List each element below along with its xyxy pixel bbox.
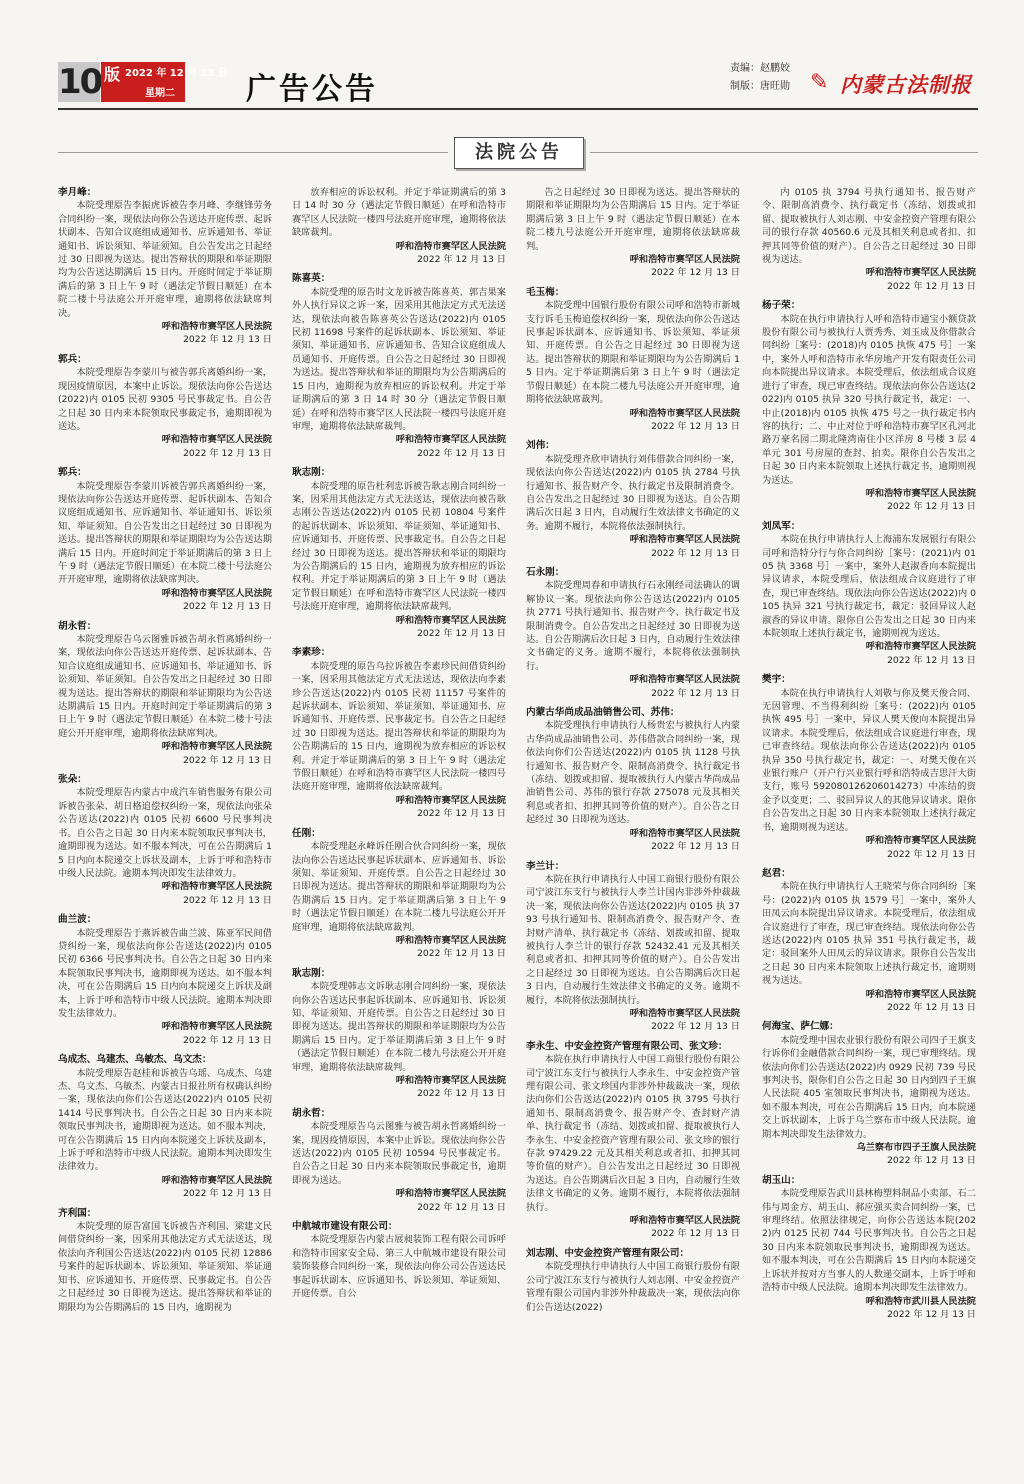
notice-date: 2022 年 12 月 13 日 (417, 447, 506, 459)
editor-credits (730, 60, 790, 96)
court-notice (292, 1220, 506, 1300)
notice-date: 2022 年 12 月 13 日 (887, 848, 976, 860)
notice-addressee: 赵君： (762, 867, 791, 879)
court-notice (58, 466, 272, 613)
notice-date: 2022 年 12 月 13 日 (651, 1228, 740, 1240)
notice-court: 呼和浩特市赛罕区人民法院 (161, 1174, 272, 1186)
court-notice (58, 773, 272, 907)
notice-date: 2022 年 12 月 13 日 (887, 1308, 976, 1320)
notice-addressee: 刘伟： (526, 440, 555, 452)
court-notice (526, 860, 740, 1034)
notice-date: 2022 年 12 月 13 日 (417, 1088, 506, 1100)
notice-date: 2022 年 12 月 13 日 (887, 280, 976, 292)
notice-court: 呼和浩特市赛罕区人民法院 (629, 674, 740, 686)
page-label: 版 (104, 65, 121, 84)
notice-date: 2022 年 12 月 13 日 (417, 808, 506, 820)
court-notice (58, 1053, 272, 1200)
notice-addressee: 李月峰： (58, 187, 97, 198)
notice-court: 呼和浩特市赛罕区人民法院 (395, 434, 506, 446)
notice-body: 本院受理原告李蒙川诉被告郭兵离婚纠纷一案，现依法向你公告送达开庭传票、起诉状副本、告知合议庭组成通知书、应诉通知书、举证通知书、诉讼须知、举证须知。自公告发出之日起经过 30 日即视为送达。提出答辩状的期限和举证期限均为公告送达期满后 15 日内。开庭时间定于举证期满后的第 3 日上午 9 时（遇法定节假日顺延）在本院二楼十号法庭公开开庭审理，逾期将依法缺席判决。 (58, 480, 272, 586)
notice-date: 2022 年 12 月 13 日 (183, 334, 272, 346)
notice-body: 本院受理原告内蒙古中成汽车销售服务有限公司诉被告张朵、胡日格追偿权纠纷一案，现依法向张朵公告送达(2022)内 0105 民初 6600 号民事判决书。自公告之日起 30 日内来本院领取民事判决书，逾期即视为送达。如不服本判决，可在公告期满后 15 日内向本院递交上诉状及副本，上诉于呼和浩特市中级人民法院。逾期本判决即发生法律效力。 (58, 787, 272, 879)
notice-date: 2022 年 12 月 13 日 (887, 1001, 976, 1013)
notice-date: 2022 年 12 月 13 日 (651, 1021, 740, 1033)
newspaper-logo (810, 62, 980, 102)
issue-weekday: 星期二 (145, 88, 175, 99)
notice-addressee: 刘志刚、中安金控资产管理有限公司： (526, 1247, 690, 1259)
notice-body: 本院在执行申请执行人上海浦东发展银行有限公司呼和浩特分行与你合同纠纷［案号：(2021)内 0105 执 3368 号］一案中，案外人赵淑香向本院提出异议请求，本院受理后，依法组成合议庭进行了审查，现已审查终结。现依法向你公告送达(2022)内 0105 执异 321 号执行裁定书，裁定：驳回异议人赵淑香的异议申请。限你自公告发出之日起 30 日内来本院领取上述执行裁定书，逾期则视为送达。 (762, 534, 976, 639)
court-notice (762, 299, 976, 514)
notice-addressee: 胡永哲： (292, 1107, 331, 1119)
notice-date: 2022 年 12 月 13 日 (417, 1201, 506, 1213)
notice-date: 2022 年 12 月 13 日 (651, 547, 740, 559)
notice-body: 本院在执行申请执行人中国工商银行股份有限公司宁波江东支行与被执行人李兰计国内非涉外仲裁裁决一案，现依法向你公告送达(2022)内 0105 执 3793 号执行通知书、限制高消费令、报告财产令、查封财产清单、执行裁定书（冻结、划拨或扣留、提取被执行人李兰计的银行存款 52432.41 元及其相关利息或者扣、扣押其同等价值的财产）。自公告发出之日起经过 30 日即视为送达。自公告期满后次日起 3 日内，自动履行生效法律文书确定的义务。逾期不履行，本院将依法强制执行。 (526, 873, 740, 1006)
notice-date: 2022 年 12 月 13 日 (887, 1155, 976, 1167)
notice-date: 2022 年 12 月 13 日 (183, 1034, 272, 1046)
notice-court: 呼和浩特市赛罕区人民法院 (629, 534, 740, 546)
court-notice (526, 286, 740, 433)
notice-court: 呼和浩特市赛罕区人民法院 (865, 988, 976, 1000)
notice-body: 本院受理原告赵桂和诉被告乌瑶、乌成杰、乌建杰、乌文杰、乌敏杰、内蒙古日报社所有权确认纠纷一案，现依法向你们公告送达(2022)内 0105 民初 1414 号民事判决书。自公告之日起 30 日内来本院领取民事判决书，逾期即视为送达。如不服本判决，可在公告期满后 15 日内向本院递交上诉状及副本，上诉于呼和浩特市中级人民法院。逾期本判决即发生法律效力。 (58, 1067, 272, 1173)
notice-court: 呼和浩特市赛罕区人民法院 (395, 240, 506, 252)
notice-date: 2022 年 12 月 13 日 (183, 754, 272, 766)
court-notice (762, 673, 976, 861)
notice-body: 本院受理赵永峰诉任刚合伙合同纠纷一案，现依法向你公告送达民事起诉状副本、应诉通知书、诉讼须知、举证须知、开庭传票。自公告之日起经过 30 日即视为送达。提出答辩状的期限和举证期限均为公告期满后 15 日内。定于举证期满后第 3 日上午 9 时（遇法定节假日顺延）在本院二楼九号法庭公开开庭审理，逾期将依法缺席裁判。 (292, 841, 506, 933)
notice-addressee: 郭兵： (58, 467, 87, 479)
notice-addressee: 齐利国： (58, 1207, 97, 1219)
notice-court: 呼和浩特市赛罕区人民法院 (629, 1215, 740, 1227)
notice-column-3 (526, 186, 740, 1320)
notice-date: 2022 年 12 月 13 日 (183, 447, 272, 459)
notice-body: 告之日起经过 30 日即视为送达。提出答辩状的期限和举证期限均为公告期满后 15 日内。定于举证期满后第 3 日上午 9 时（遇法定节假日顺延）在本院二楼九号法庭公开开庭审理，逾期将依法缺席裁判。 (526, 187, 740, 252)
notice-body: 本院受理中国农业银行股份有限公司四子王旗支行诉你们金融借款合同纠纷一案，现已审理终结。现依法向你们公告送达(2022)内 0929 民初 739 号民事判决书，限你们自公告之日起 30 日内到四子王旗人民法院 405 室领取民事判决书，逾期视为送达。如不服本判决，可在公告期满后 15 日内，向本院递交上诉状副本，上诉于乌兰察布市中级人民法院。逾期本判决即发生法律效力。 (762, 1034, 976, 1140)
court-notice (292, 827, 506, 961)
notice-addressee: 石永刚： (526, 566, 565, 578)
notice-addressee: 郭兵： (58, 353, 87, 365)
notice-date: 2022 年 12 月 13 日 (417, 628, 506, 639)
notice-court: 呼和浩特市赛罕区人民法院 (395, 934, 506, 946)
section-title: 广告公告 (246, 72, 378, 107)
notice-court: 呼和浩特市赛罕区人民法院 (395, 614, 506, 626)
notice-body: 本院受理韩志文诉耿志刚合同纠纷一案，现依法向你公告送达民事起诉状副本、应诉通知书、诉讼须知、举证须知、开庭传票。自公告之日起经过 30 日即视为送达。提出答辩状的期限和举证期限均为公告期满后 15 日内。定于举证期满后第 3 日上午 9 时（遇法定节假日顺延）在本院二楼九号法庭公开开庭审理，逾期将依法缺席裁判。 (292, 981, 506, 1073)
notice-body: 本院受理周春和申请执行石永刚经司法确认的调解协议一案。现依法向你公告送达(2022)内 0105 执 2771 号执行通知书、报告财产令、执行裁定书及限制消费令。自公告发出之日起经过 30 日即视为送达。自公告期满后次日起 3 日内，自动履行生效法律文书确定的义务。逾期不履行，本院将依法强制执行。 (526, 580, 740, 672)
editor-credit: 责编：赵鹏姣 (730, 63, 790, 74)
notice-body: 本院受理齐欣申请执行刘伟借款合同纠纷一案，现依法向你公告送达(2022)内 0105 执 2784 号执行通知书、报告财产令、执行裁定书及限制消费令。自公告发出之日起经过 30 日即视为送达。自公告期满后次日起 3 日内，自动履行生效法律文书确定的义务。逾期不履行，本院将依法强制执行。 (526, 453, 740, 532)
issue-date: 2022 年 12 月 13 日 (125, 68, 229, 79)
page-date-banner (101, 62, 229, 102)
notice-body: 本院在执行申请执行人中国工商银行股份有限公司宁波江东支行与被执行人李永生、中安金控资产管理有限公司、张文珍国内非涉外仲裁裁决一案，现依法向你们公告送达(2022)内 0105 执 3795 号执行通知书、限制高消费令、报告财产令、查封财产清单、执行裁定书（冻结、划拨或扣留、提取被执行人李永生、中安金控资产管理有限公司、张文珍的银行存款 97429.22 元及其相关利息或者扣、扣押其同等价值的财产）。自公告发出之日起经过 30 日即视为送达。自公告期满后次日起 3 日内，自动履行生效法律文书确定的义务。逾期不履行，本院将依法强制执行。 (526, 1054, 740, 1213)
court-notice (292, 272, 506, 460)
court-notice (762, 520, 976, 667)
notice-addressee: 樊宇： (762, 674, 791, 686)
notice-court: 呼和浩特市赛罕区人民法院 (629, 254, 740, 266)
notice-addressee: 刘凤军： (762, 520, 801, 532)
court-notice (292, 646, 506, 820)
notice-body: 本院受理原告乌云图雅诉被告胡永哲离婚纠纷一案，现依法向你公告送达开庭传票、起诉状副本、告知合议庭组成通知书、应诉通知书、举证通知书、诉讼须知、举证须知。自公告发出之日起经过 30 日即视为送达。提出答辩状的期限和举证期限均为公告送达期满后 15 日内。开庭时间定于举证期满后的第 3 日上午 9 时（遇法定节假日顺延）在本院二楼十号法庭公开开庭审理，逾期将依法缺席判决。 (58, 634, 272, 739)
court-notice (58, 913, 272, 1047)
court-notice (292, 967, 506, 1101)
notice-court: 呼和浩特市赛罕区人民法院 (629, 1007, 740, 1019)
notice-addressee: 耿志刚： (292, 967, 331, 979)
court-notice (292, 1107, 506, 1214)
notice-court: 乌兰察布市四子王旗人民法院 (856, 1142, 976, 1154)
notice-body: 本院受理原告李蒙川与被告郭兵离婚纠纷一案，现因疫情原因，本案中止诉讼。现依法向你公告送达(2022)内 0105 民初 9305 号民事裁定书。自公告之日起 30 日内来本院领取民事裁定书，逾期即视为送达。 (58, 367, 272, 432)
notice-body: 本院受理原告内蒙古展昶装饰工程有限公司诉呼和浩特市国家安全局、第三人中航城市建设有限公司装饰装修合同纠纷一案，现依法向你公司公告送达民事起诉状副本、应诉通知书、诉讼须知、举证须知、开庭传票。自公 (292, 1234, 506, 1300)
notice-body: 内 0105 执 3794 号执行通知书、报告财产令、限制高消费令、执行裁定书（冻结、划拨或扣留、提取被执行人刘志刚、中安金控资产管理有限公司的银行存款 40560.6 元及其相关利息或者扣、扣押其同等价值的财产）。自公告之日起经过 30 日即视为送达。 (762, 187, 976, 266)
notice-court: 呼和浩特市赛罕区人民法院 (395, 1188, 506, 1200)
notice-body: 本院受理原告李振虎诉被告李月峰、李继锋劳务合同纠纷一案，现依法向你公告送达开庭传票、起诉状副本、告知合议庭组成通知书、应诉通知书、举证通知书、诉讼须知、举证须知。自公告发出之日起经过 30 日即视为送达。提出答辩状的期限和举证期限均为公告送达期满后 15 日内。开庭时间定于举证期满后的第 3 日上午 9 时（遇法定节假日顺延）在本院二楼十号法庭公开开庭审理，逾期将依法缺席判决。 (58, 200, 272, 319)
notice-court: 呼和浩特市赛罕区人民法院 (161, 434, 272, 446)
notice-date: 2022 年 12 月 13 日 (183, 894, 272, 906)
section-rule-right (590, 152, 978, 153)
court-notice (292, 466, 506, 640)
notice-body: 本院在执行申请执行人刘敬与你及樊天俊合同、无因管理、不当得利纠纷［案号：(2022)内 0105 执恢 495 号］一案中，异议人樊天俊向本院提出异议请求。本院受理后，依法组成合议庭进行审查，现已审查终结。现依法向你公告送达(2022)内 0105 执异 350 号执行裁定书，裁定：一、对樊天俊在兴业银行账户（开户行兴业银行呼和浩特成吉思汗大街支行，账号 592080126206014273）中冻结的资金予以变更；二、驳回异议人的其他异议请求。限你自公告发出之日起 30 日内来本院领取上述执行裁定书，逾期则视为送达。 (762, 687, 976, 833)
notice-court: 呼和浩特市赛罕区人民法院 (395, 794, 506, 806)
notice-court: 呼和浩特市赛罕区人民法院 (865, 487, 976, 499)
notice-addressee: 毛玉梅： (526, 286, 565, 298)
notice-body: 本院受理中国银行股份有限公司呼和浩特市新城支行诉毛玉梅追偿权纠纷一案，现依法向你公告送达民事起诉状副本、应诉通知书、诉讼须知、举证须知、开庭传票。自公告之日起经过 30 日即视为送达。提出答辩状的期限和举证期限均为公告期满后 15 日内。定于举证期满后第 3 日上午 9 时（遇法定节假日顺延）在本院二楼九号法庭公开开庭审理，逾期将依法缺席裁判。 (526, 300, 740, 406)
court-notice (762, 867, 976, 1014)
newspaper-name: 内蒙古法制报 (840, 72, 972, 97)
notice-date: 2022 年 12 月 13 日 (417, 254, 506, 266)
masthead-divider (58, 108, 978, 110)
notice-addressee: 耿志刚： (292, 467, 331, 479)
notice-court: 呼和浩特市赛罕区人民法院 (395, 1075, 506, 1086)
section-header: 法院公告 (454, 137, 584, 169)
notice-body: 本院受理的原告时文龙诉被告陈喜英、郭吉果案外人执行异议之诉一案，因采用其他法定方式无法送达，现依法向被告陈喜英公告送达(2022)内 0105 民初 11698 号案件的起诉状副本、诉讼须知、举证须知、举证通知书、应诉通知书、告知合议庭组成人员通知书、开庭传票。自公告之日起经过 30 日即视为送达。提出答辩状和举证的期限均为公告期满后的 15 日内，逾期视为放弃相应的诉讼权利。并定于举证期满后的第 3 日 14 时 30 分（遇法定节假日顺延）在呼和浩特市赛罕区人民法院一楼四号法庭开庭审理，逾期将依法缺席裁判。 (292, 286, 506, 432)
notice-column-2 (292, 186, 506, 1307)
notice-court: 呼和浩特市赛罕区人民法院 (161, 741, 272, 753)
notice-column-1 (58, 186, 272, 1320)
notice-addressee: 杨子荣： (762, 300, 801, 312)
notice-addressee: 胡玉山： (762, 1174, 801, 1186)
notice-date: 2022 年 12 月 13 日 (887, 654, 976, 666)
court-notice (526, 1040, 740, 1241)
court-notice (762, 1174, 976, 1321)
notice-court: 呼和浩特市赛罕区人民法院 (865, 641, 976, 653)
notice-court: 呼和浩特市赛罕区人民法院 (865, 835, 976, 847)
notice-addressee: 张朵： (58, 774, 87, 786)
court-notice (526, 1247, 740, 1314)
notice-body: 放弃相应的诉讼权利。并定于举证期满后的第 3 日 14 时 30 分（遇法定节假日顺延）在呼和浩特市赛罕区人民法院一楼四号法庭开庭审理，逾期将依法缺席裁判。 (292, 187, 506, 239)
notice-court: 呼和浩特市赛罕区人民法院 (629, 827, 740, 839)
logo-swoosh-icon: ✎ (810, 70, 829, 95)
notice-addressee: 陈喜英： (292, 273, 331, 285)
notice-body: 本院受理的原告杜利忠诉被告耿志刚合同纠纷一案，因采用其他法定方式无法送达，现依法向被告耿志刚公告送达(2022)内 0105 民初 10804 号案件的起诉状副本、诉讼须知、举证须知、举证通知书、应诉通知书、开庭传票、民事裁定书。自公告之日起经过 30 日即视为送达。提出答辩状和举证的期限均为公告期满后的 15 日内，逾期视为放弃相应的诉讼权利。并定于举证期满后的第 3 日上午 9 时（遇法定节假日顺延）在呼和浩特市赛罕区人民法院一楼四号法庭开庭审理，逾期将依法缺席裁判。 (292, 480, 506, 613)
notice-body: 本院受理的原告乌拉诉被告李素珍民间借贷纠纷一案，因采用其他法定方式无法送达，现依法向李素珍公告送达(2022)内 0105 民初 11157 号案件的起诉状副本、诉讼须知、举证须知、举证通知书、应诉通知书、开庭传票、民事裁定书。自公告之日起经过 30 日即视为送达。提出答辩状和举证的期限均为公告期满后的 15 日内，逾期视为放弃相应的诉讼权利。并定于举证期满后的第 3 日上午 9 时（遇法定节假日顺延）在呼和浩特市赛罕区人民法院一楼四号法庭开庭审理，逾期将依法缺席裁判。 (292, 660, 506, 793)
notice-addressee: 乌成杰、乌建杰、乌敏杰、乌文杰： (58, 1054, 212, 1066)
notice-court: 呼和浩特市赛罕区人民法院 (865, 267, 976, 279)
notice-addressee: 中航城市建设有限公司： (292, 1221, 398, 1233)
court-notice (58, 620, 272, 767)
notice-body: 本院在执行申请执行人呼和浩特市通宝小额贷款股份有限公司与被执行人贾秀秀、刘玉成及你借款合同纠纷［案号：(2018)内 0105 执恢 475 号］一案中，案外人呼和浩特市永华房地产开发有限责任公司向本院提出异议请求。本院受理后，依法组成合议庭进行了审查，现已审查终结。现依法向你公告送达(2022)内 0105 执异 320 号执行裁定书，裁定：一、中止(2018)内 0105 执恢 475 号之一执行裁定书内容的执行；二、中止对位于呼和浩特市赛罕区孔河北路万豪名园二期北隆湾南住小区洋房 8 号楼 3 层 4 单元 301 号房屋的查封、拍卖。限你自公告发出之日起 30 日内来本院领取上述执行裁定书，逾期则视为送达。 (762, 313, 976, 486)
notice-body: 本院受理执行申请执行人杨贵宏与被执行人内蒙古华尚成品油销售公司、苏伟借款合同纠纷一案，现依法向你们公告送达(2022)内 0105 执 1128 号执行通知书、报告财产令、限制高消费令、执行裁定书（冻结、划拨或扣留、提取被执行人内蒙古华尚成品油销售公司、苏伟的银行存款 275078 元及其相关利息或者扣、扣押其同等价值的财产）。自公告之日起经过 30 日即视为送达。 (526, 720, 740, 826)
notice-body: 本院受理的原告富国飞诉被告齐利国、梁建文民间借贷纠纷一案，因采用其他法定方式无法送达，现依法向齐利国公告送达(2022)内 0105 民初 12886 号案件的起诉状副本、诉讼须知、举证须知、举证通知书、应诉通知书、开庭传票、民事裁定书。自公告之日起经过 30 日即视为送达。提出答辩状和举证的期限均为公告期满后的 15 日内，逾期视为 (58, 1221, 272, 1313)
court-notice (526, 439, 740, 560)
court-notice (526, 186, 740, 280)
notice-body: 本院受理执行申请执行人中国工商银行股份有限公司宁波江东支行与被执行人刘志刚、中安金控资产管理有限公司国内非涉外仲裁裁决一案，现依法向你们公告送达(2022) (526, 1261, 740, 1313)
court-notice (292, 186, 506, 266)
notice-body: 本院在执行申请执行人王晓荣与你合同纠纷［案号：(2022)内 0105 执 1579 号］一案中，案外人田凤云向本院提出异议请求。本院受理后，依法组成合议庭进行了审查，现已审查终结。现依法向你公告送达(2022)内 0105 执异 351 号执行裁定书，裁定：驳回案外人田凤云的异议请求。限你自公告发出之日起 30 日内来本院领取上述执行裁定书，逾期则视为送达。 (762, 881, 976, 987)
notice-court: 呼和浩特市赛罕区人民法院 (161, 587, 272, 599)
notice-addressee: 何海宝、萨仁娜： (762, 1021, 839, 1033)
court-notice (762, 186, 976, 293)
court-notice (526, 566, 740, 700)
notice-addressee: 李兰计： (526, 860, 565, 872)
notice-addressee: 任刚： (292, 827, 321, 839)
notice-date: 2022 年 12 月 13 日 (887, 501, 976, 513)
notice-date: 2022 年 12 月 13 日 (183, 601, 272, 613)
notice-court: 呼和浩特市赛罕区人民法院 (629, 407, 740, 419)
notice-court: 呼和浩特市武川县人民法院 (865, 1295, 976, 1307)
notice-addressee: 李永生、中安金控资产管理有限公司、张文珍： (526, 1040, 728, 1052)
notice-addressee: 李素珍： (292, 647, 331, 659)
notice-court: 呼和浩特市赛罕区人民法院 (161, 321, 272, 333)
notice-date: 2022 年 12 月 13 日 (651, 420, 740, 432)
court-notice (58, 1207, 272, 1314)
notice-court: 呼和浩特市赛罕区人民法院 (161, 1021, 272, 1033)
notice-date: 2022 年 12 月 13 日 (651, 687, 740, 699)
notice-body: 本院受理原告乌云图雅与被告胡永哲离婚纠纷一案，现因疫情原因，本案中止诉讼。现依法向你公告送达(2022)内 0105 民初 10594 号民事裁定书。自公告之日起 30 日内来本院领取民事裁定书，逾期即视为送达。 (292, 1121, 506, 1186)
notice-date: 2022 年 12 月 13 日 (651, 267, 740, 279)
notice-addressee: 胡永哲： (58, 620, 97, 632)
masthead (58, 58, 978, 112)
notice-addressee: 内蒙古华尚成品油销售公司、苏伟： (526, 707, 680, 719)
notice-date: 2022 年 12 月 13 日 (183, 1188, 272, 1200)
producer-credit: 制版：唐旺勋 (730, 81, 790, 92)
court-notice (762, 1020, 976, 1167)
notice-addressee: 曲兰波： (58, 914, 97, 926)
notice-body: 本院受理原告武川县林梅塑料制品小卖部、石二伟与周金方、胡玉山、郝应强买卖合同纠纷一案，已审理终结。依照法律规定，向你公告送达本院(2022)内 0125 民初 744 号民事判决书。自公告之日起 30 日内来本院领取民事判决书，逾期即视为送达。如不服本判决，可在公告期满后 15 日内向本院递交上诉状并按对方当事人的人数递交副本，上诉于呼和浩特市中级人民法院。逾期本判决即发生法律效力。 (762, 1188, 976, 1294)
notice-column-4 (762, 186, 976, 1327)
page-number: 10 (58, 62, 102, 102)
notice-date: 2022 年 12 月 13 日 (651, 841, 740, 853)
notice-court: 呼和浩特市赛罕区人民法院 (161, 881, 272, 893)
notice-date: 2022 年 12 月 13 日 (417, 948, 506, 960)
court-notice (526, 706, 740, 853)
court-notice (58, 186, 272, 347)
court-notice (58, 353, 272, 460)
notice-body: 本院受理原告于燕诉被告曲兰波、陈亚军民间借贷纠纷一案，现依法向你公告送达(2022)内 0105 民初 6366 号民事判决书。自公告之日起 30 日内来本院领取民事判决书，逾期即视为送达。如不服本判决，可在公告期满后 15 日内向本院递交上诉状及副本，上诉于呼和浩特市中级人民法院。逾期本判决即发生法律效力。 (58, 927, 272, 1019)
section-rule-left (58, 152, 448, 153)
